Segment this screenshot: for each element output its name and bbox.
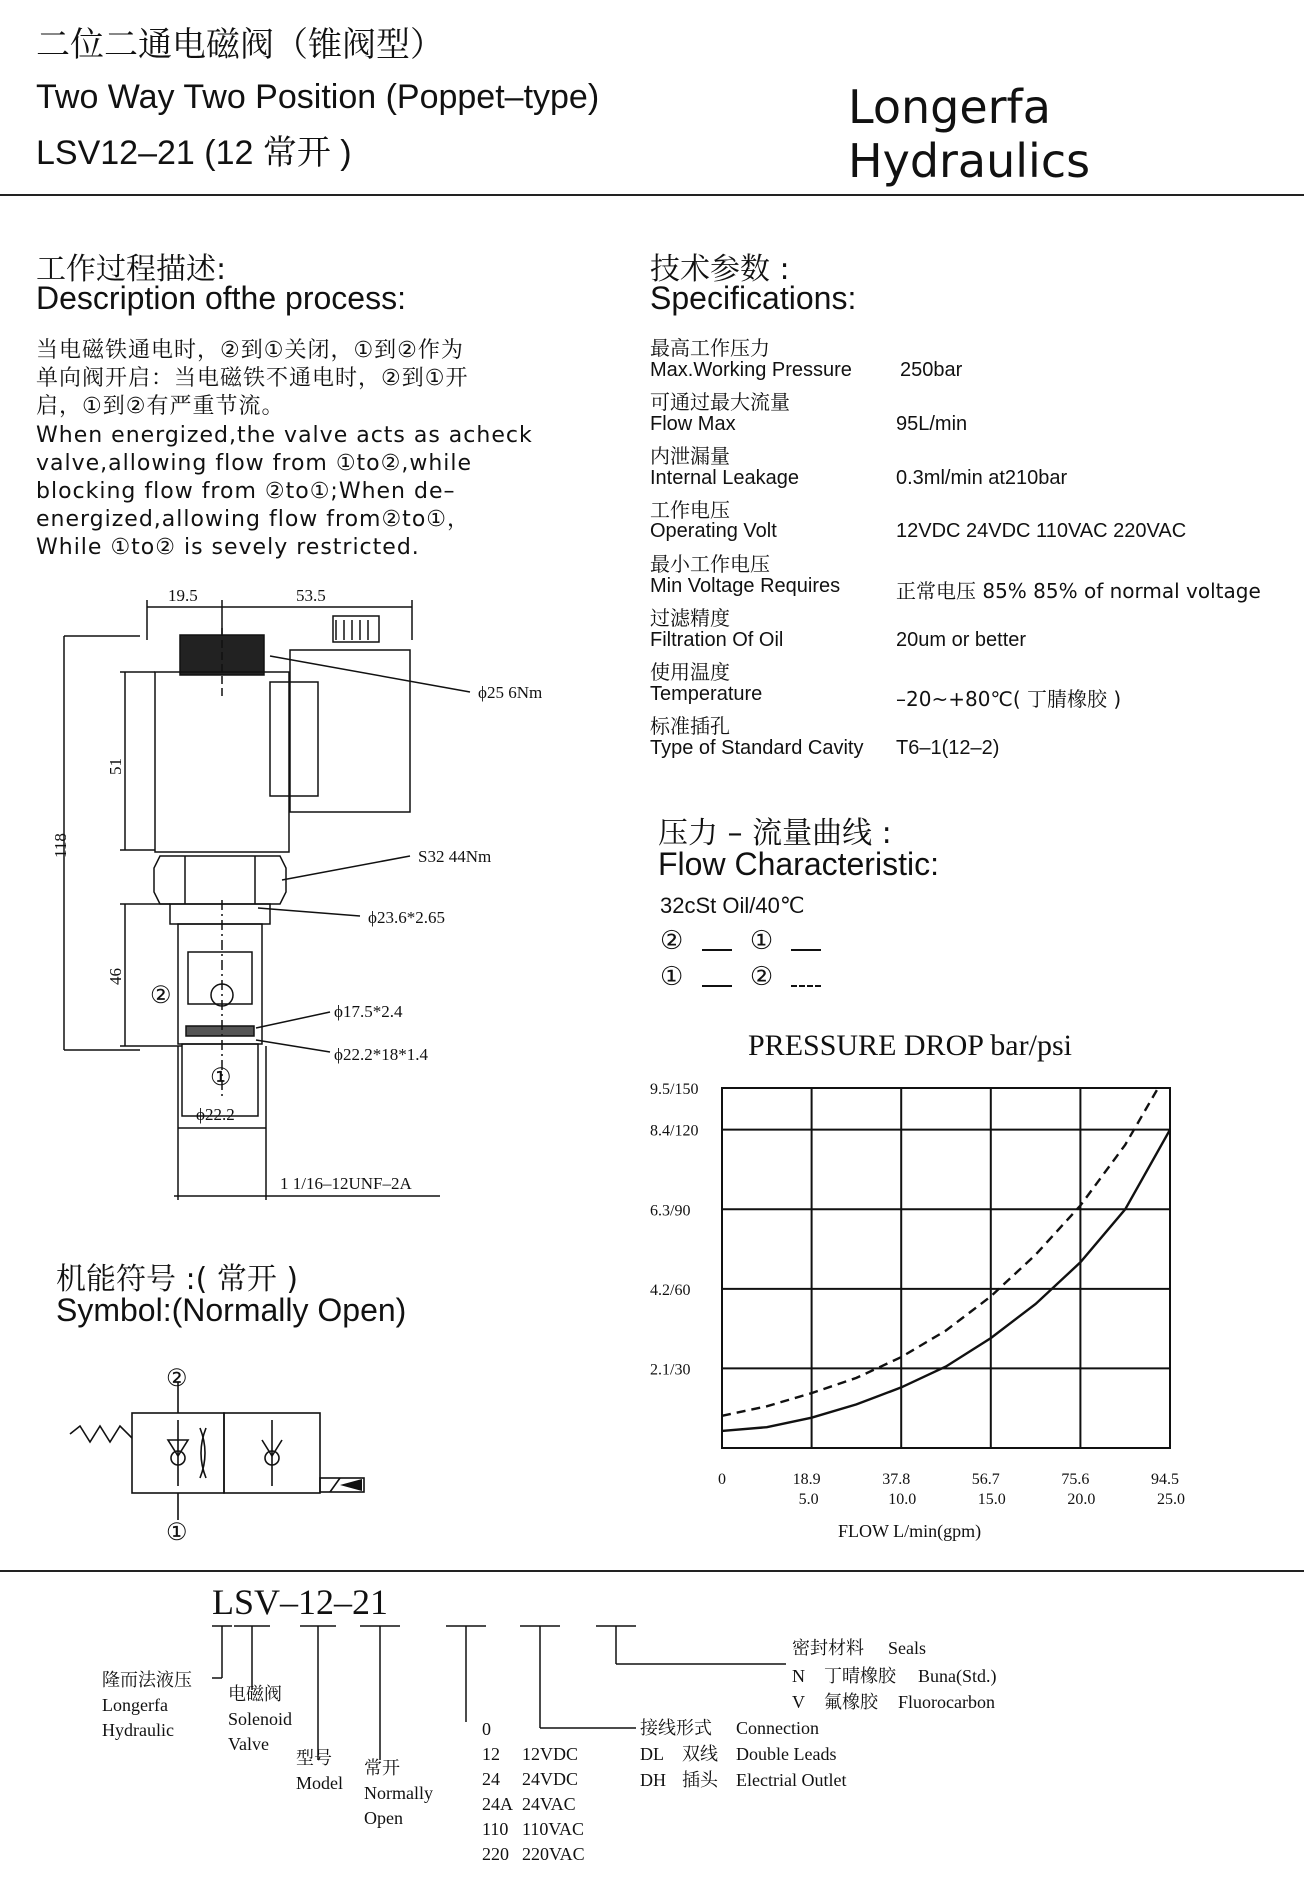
legend-from: ① <box>660 962 684 992</box>
spec-cn: 工作电压 <box>650 498 730 522</box>
oil-spec: 32cSt Oil/40℃ <box>660 893 805 918</box>
spec-table <box>650 332 1290 772</box>
legend-solid-swatch <box>702 949 732 951</box>
x-tick-label: 0 <box>718 1471 726 1488</box>
spec-cn: 内泄漏量 <box>650 444 730 468</box>
brand-name: Longerfa Hydraulics <box>848 80 1091 188</box>
no-en-1: Normally <box>364 1783 433 1803</box>
connection-code: DH <box>640 1770 666 1790</box>
dim-51: 51 <box>106 758 125 775</box>
description-line: blocking flow from ②to①;When de– <box>36 479 456 505</box>
dim-diameter: ϕ22.2 <box>196 1105 235 1124</box>
y-tick-label: 4.2/60 <box>650 1281 691 1299</box>
symbol-port-2: ② <box>166 1366 188 1392</box>
dim-118: 118 <box>51 833 70 858</box>
voltage-code: 110 <box>482 1819 509 1839</box>
symbol-heading-cn: 机能符号 :( 常开 ) <box>56 1262 299 1297</box>
title-cn: 二位二通电磁阀（锥阀型） <box>36 25 444 65</box>
connection-code: DL <box>640 1744 664 1764</box>
spec-cn: 最小工作电压 <box>650 552 770 576</box>
voltage-code: 24 <box>482 1769 500 1789</box>
valve-en-1: Solenoid <box>228 1709 293 1729</box>
description-text <box>36 337 556 563</box>
legend-dash-swatch <box>702 985 732 987</box>
spec-en: Operating Volt <box>650 520 777 542</box>
voltage-label: 110VAC <box>522 1819 585 1839</box>
dim-top-right: 53.5 <box>296 586 326 605</box>
legend-dashed <box>660 962 821 992</box>
symbol-heading-en: Symbol:(Normally Open) <box>56 1292 407 1328</box>
chart-x-label: FLOW L/min(gpm) <box>838 1521 982 1541</box>
voltage-label: 220VAC <box>522 1844 585 1864</box>
flow-heading-en: Flow Characteristic: <box>658 846 939 882</box>
seal-title-en: Seals <box>888 1638 926 1658</box>
description-heading-cn: 工作过程描述: <box>36 252 227 287</box>
no-en-2: Open <box>364 1808 403 1828</box>
pressure-drop-chart <box>0 1000 1304 1560</box>
spec-value: 95L/min <box>896 413 968 435</box>
brand-en-1: Longerfa <box>102 1695 168 1715</box>
x-tick-sublabel: 20.0 <box>1067 1491 1096 1508</box>
x-tick-label: 37.8 <box>882 1471 911 1488</box>
x-tick-sublabel: 25.0 <box>1157 1491 1185 1508</box>
spec-value: –20~+80℃( 丁腈橡胶 ) <box>896 687 1122 711</box>
seal-code: N <box>792 1666 805 1686</box>
y-tick-label: 6.3/90 <box>650 1202 691 1220</box>
description-line: valve,allowing flow from ①to②,while <box>36 450 473 476</box>
ordering-rule <box>0 1570 1304 1572</box>
brand-en-2: Hydraulic <box>102 1720 174 1740</box>
description-line: While ①to② is sevely restricted. <box>36 535 420 561</box>
x-tick-sublabel: 10.0 <box>888 1491 917 1508</box>
description-heading-en: Description ofthe process: <box>36 280 406 316</box>
symbol-port-1: ① <box>166 1520 188 1546</box>
spec-value: 正常电压 85% 85% of normal voltage <box>896 579 1261 603</box>
no-cn: 常开 <box>364 1758 400 1778</box>
ordering-code: LSV–12–21 <box>212 1582 389 1622</box>
spec-value: 0.3ml/min at210bar <box>896 467 1068 489</box>
spec-value: T6–1(12–2) <box>896 737 1000 759</box>
description-line: 当电磁铁通电时，②到①关闭，①到②作为 <box>36 338 464 363</box>
connection-cn: 双线 <box>682 1744 718 1764</box>
x-tick-label: 56.7 <box>971 1471 1000 1488</box>
spec-value: 12VDC 24VDC 110VAC 220VAC <box>896 520 1187 542</box>
y-tick-label: 8.4/120 <box>650 1122 699 1140</box>
spec-heading-cn: 技术参数 : <box>650 252 790 287</box>
description-line: energized,allowing flow from②to①， <box>36 507 470 533</box>
spec-en: Max.Working Pressure <box>650 359 852 381</box>
seal-title-cn: 密封材料 <box>792 1638 864 1658</box>
connection-cn: 插头 <box>682 1770 718 1790</box>
dim-thread: 1 1/16–12UNF–2A <box>280 1174 412 1193</box>
port-1-label: ① <box>210 1065 232 1091</box>
voltage-label: 12VDC <box>522 1744 579 1764</box>
connection-title-en: Connection <box>736 1718 819 1738</box>
voltage-code: 0 <box>482 1719 491 1739</box>
flow-heading-cn: 压力 – 流量曲线 : <box>658 816 892 851</box>
seal-cn: 氟橡胶 <box>824 1692 878 1712</box>
description-line: 启，①到②有严重节流。 <box>36 394 285 420</box>
connection-en: Electrial Outlet <box>736 1770 847 1790</box>
spec-value: 250bar <box>900 359 963 381</box>
voltage-code: 24A <box>482 1794 513 1814</box>
connection-title-cn: 接线形式 <box>640 1718 712 1738</box>
x-tick-sublabel: 5.0 <box>798 1491 819 1508</box>
spec-cn: 使用温度 <box>650 660 730 684</box>
legend-to: ② <box>749 962 774 992</box>
model-cn: 型号 <box>296 1748 332 1768</box>
seal-code: V <box>792 1692 805 1712</box>
dim-hex: S32 44Nm <box>418 847 492 866</box>
spec-cn: 标准插孔 <box>650 714 730 738</box>
voltage-label: 24VAC <box>522 1794 576 1814</box>
legend-solid-swatch <box>791 949 821 951</box>
dim-46: 46 <box>106 968 125 985</box>
seal-en: Buna(Std.) <box>918 1666 997 1686</box>
chart-frame <box>722 1088 1170 1448</box>
brand-cn: 隆而法液压 <box>102 1670 192 1690</box>
description-line: 单向阀开启：当电磁铁不通电时，②到①开 <box>36 366 469 392</box>
legend-dashed-swatch <box>791 985 821 987</box>
spec-en: Min Voltage Requires <box>650 575 841 597</box>
port-2-label: ② <box>150 983 172 1009</box>
legend-solid <box>660 926 821 956</box>
x-tick-sublabel: 15.0 <box>977 1491 1006 1508</box>
voltage-code: 220 <box>482 1844 509 1864</box>
spec-en: Internal Leakage <box>650 467 800 489</box>
legend-to: ① <box>749 926 774 956</box>
model-title: LSV12–21 (12 常开 ) <box>36 134 352 172</box>
spec-en: Temperature <box>650 683 763 705</box>
description-line: When energized,the valve acts as acheck <box>36 422 533 448</box>
series-line-solid <box>722 1130 1170 1431</box>
title-en: Two Way Two Position (Poppet–type) <box>36 78 600 116</box>
series-line-dashed <box>722 1088 1158 1416</box>
dim-knob: ϕ25 6Nm <box>478 683 543 702</box>
x-tick-label: 18.9 <box>792 1471 821 1488</box>
legend-from: ② <box>660 926 684 956</box>
y-tick-label: 2.1/30 <box>650 1361 691 1379</box>
dim-oring1: ϕ23.6*2.65 <box>368 908 445 927</box>
dim-oring2: ϕ17.5*2.4 <box>334 1002 403 1021</box>
seal-en: Fluorocarbon <box>898 1692 995 1712</box>
spec-cn: 过滤精度 <box>650 606 730 630</box>
spec-value: 20um or better <box>896 629 1027 651</box>
voltage-label: 24VDC <box>522 1769 579 1789</box>
spec-heading-en: Specifications: <box>650 280 857 316</box>
model-en: Model <box>296 1773 343 1793</box>
x-tick-label: 75.6 <box>1061 1471 1090 1488</box>
dim-oring3: ϕ22.2*18*1.4 <box>334 1045 428 1064</box>
ordering-code-diagram <box>0 1580 1304 1880</box>
seal-cn: 丁晴橡胶 <box>824 1666 896 1686</box>
chart-title: PRESSURE DROP bar/psi <box>748 1029 1072 1062</box>
spec-en: Type of Standard Cavity <box>650 737 864 759</box>
spec-en: Flow Max <box>650 413 736 435</box>
x-tick-label: 94.5 <box>1151 1471 1179 1488</box>
dim-top-left: 19.5 <box>168 586 198 605</box>
voltage-code: 12 <box>482 1744 500 1764</box>
spec-en: Filtration Of Oil <box>650 629 784 651</box>
header-rule <box>0 194 1304 196</box>
valve-cn: 电磁阀 <box>228 1684 282 1704</box>
valve-en-2: Valve <box>228 1734 269 1754</box>
spec-cn: 最高工作压力 <box>650 336 770 360</box>
spec-cn: 可通过最大流量 <box>650 390 790 414</box>
connection-en: Double Leads <box>736 1744 837 1764</box>
y-tick-label: 9.5/150 <box>650 1081 699 1098</box>
